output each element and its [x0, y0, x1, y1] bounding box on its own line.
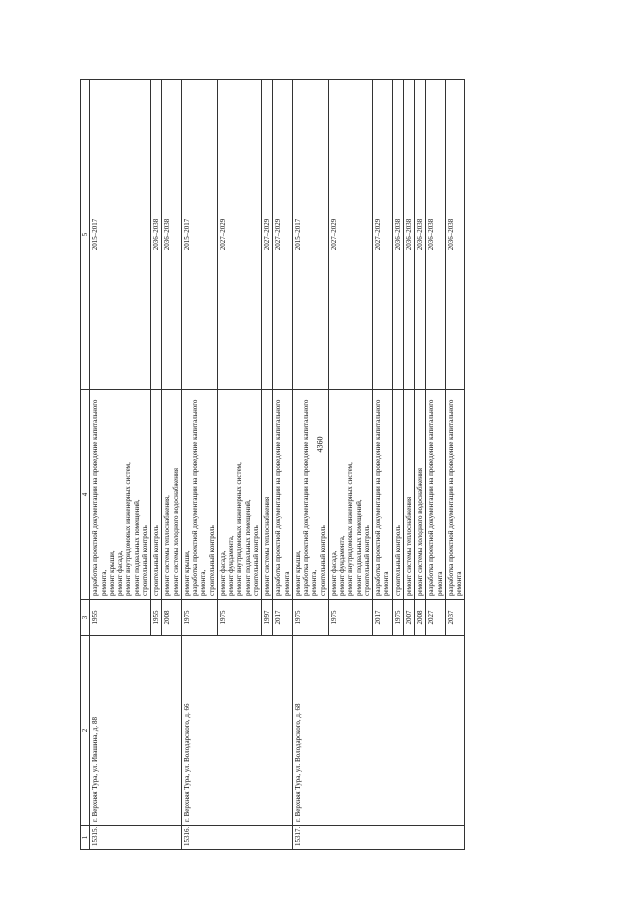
work-item: ремонт крыши, [293, 550, 302, 596]
work-item: ремонт подвальных помещений, [354, 499, 363, 596]
column-header: 1 [81, 826, 90, 850]
work-item: ремонт внутридомовых инженерных систем, [124, 462, 133, 596]
year-cell: 1975 [392, 600, 403, 636]
column-header: 5 [81, 80, 90, 390]
column-header: 4 [81, 390, 90, 600]
work-item: ремонт фундамента, [227, 535, 235, 596]
work-item: ремонт крыши, [182, 550, 191, 596]
year-cell: 1955 [151, 600, 162, 636]
header-row [81, 80, 90, 850]
work-item: ремонт подвальных помещений, [243, 499, 252, 596]
work-cell [392, 390, 403, 600]
period-cell: 2036–2038 [162, 80, 182, 390]
period-cell: 2015–2017 [90, 80, 151, 390]
work-item: строительный контроль [140, 525, 149, 596]
page-number: 4360 [315, 436, 325, 453]
work-item: ремонт крыши, [107, 550, 116, 596]
work-item: ремонт системы теплоснабжения, [163, 495, 172, 596]
year-cell: 2008 [415, 600, 426, 636]
work-item: строительный контроль [318, 525, 327, 596]
work-item: разработка проектной документации на проведение капитального ремонта [427, 399, 444, 596]
work-item: ремонт фасада, [218, 550, 227, 596]
work-item: ремонт внутридомовых инженерных систем, [235, 462, 244, 596]
work-item: ремонт подвальных помещений, [132, 499, 141, 596]
rotated-table-wrapper [80, 80, 590, 850]
work-cell [181, 390, 217, 600]
year-cell: 2007 [403, 600, 414, 636]
building-address: г. Верхняя Тура, ул. Володарского, д. 68 [292, 636, 465, 826]
work-cell [426, 390, 446, 600]
row-number: 15317. [292, 826, 465, 850]
work-item: ремонт системы холодного водоснабжения [171, 468, 180, 596]
column-header: 3 [81, 600, 90, 636]
work-cell [445, 390, 465, 600]
column-header: 2 [81, 636, 90, 826]
work-cell [373, 390, 393, 600]
work-item: строительный контроль [251, 525, 260, 596]
work-item: разработка проектной документации на проведение капитального ремонта, [302, 399, 319, 596]
period-cell: 2027–2029 [373, 80, 393, 390]
year-cell: 1975 [292, 600, 328, 636]
work-item: разработка проектной документации на проведение капитального ремонта, [191, 399, 208, 596]
period-cell: 2036–2038 [392, 80, 403, 390]
work-item: ремонт системы теплоснабжения [404, 496, 413, 596]
period-cell: 2036–2038 [403, 80, 414, 390]
period-cell: 2036–2038 [445, 80, 465, 390]
row-number: 15316. [181, 826, 292, 850]
capital-repair-table [80, 79, 465, 850]
period-cell: 2036–2038 [151, 80, 162, 390]
work-item: разработка проектной документации на проведение капитального ремонта [446, 399, 463, 596]
work-item: ремонт фасада, [116, 550, 124, 596]
period-cell: 2036–2038 [426, 80, 446, 390]
year-cell: 2017 [373, 600, 393, 636]
work-cell [262, 390, 273, 600]
work-item: ремонт фасада, [329, 550, 338, 596]
work-cell [292, 390, 328, 600]
building-address: г. Верхняя Тура, ул. Ивашина, д. 88 [90, 636, 182, 826]
work-cell [162, 390, 182, 600]
year-cell: 1955 [90, 600, 151, 636]
table-row [292, 80, 328, 850]
work-cell [273, 390, 293, 600]
table-body [90, 80, 465, 850]
year-cell: 2008 [162, 600, 182, 636]
work-item: разработка проектной документации на проведение капитального ремонта [374, 399, 391, 596]
table-row [90, 80, 151, 850]
period-cell: 2027–2029 [328, 80, 372, 390]
work-cell [151, 390, 162, 600]
work-cell [328, 390, 372, 600]
period-cell: 2015–2017 [181, 80, 217, 390]
work-item: разработка проектной документации на проведение капитального ремонта, [91, 399, 108, 596]
work-item: строительный контроль [207, 525, 216, 596]
row-number: 15315. [90, 826, 182, 850]
period-cell: 2027–2029 [273, 80, 293, 390]
work-item: ремонт системы теплоснабжения [263, 496, 271, 596]
year-cell: 2017 [273, 600, 293, 636]
work-item: ремонт внутридомовых инженерных систем, [346, 462, 355, 596]
year-cell: 1997 [262, 600, 273, 636]
year-cell: 1975 [181, 600, 217, 636]
work-item: разработка проектной документации на проведение капитального ремонта [274, 399, 291, 596]
work-item: строительный контроль [152, 525, 160, 596]
work-cell [90, 390, 151, 600]
year-cell: 2027 [426, 600, 446, 636]
year-cell: 1975 [328, 600, 372, 636]
work-item: строительный контроль [362, 525, 371, 596]
period-cell: 2015–2017 [292, 80, 328, 390]
table-container [80, 80, 590, 850]
work-cell [403, 390, 414, 600]
year-cell: 1975 [217, 600, 261, 636]
work-item: строительный контроль [393, 525, 402, 596]
period-cell: 2027–2029 [262, 80, 273, 390]
work-item: ремонт системы холодного водоснабжения [416, 468, 424, 596]
period-cell: 2036–2038 [415, 80, 426, 390]
building-address: г. Верхняя Тура, ул. Володарского, д. 66 [181, 636, 292, 826]
period-cell: 2027–2029 [217, 80, 261, 390]
table-row [181, 80, 217, 850]
year-cell: 2037 [445, 600, 465, 636]
work-cell [217, 390, 261, 600]
work-cell [415, 390, 426, 600]
work-item: ремонт фундамента, [338, 535, 346, 596]
